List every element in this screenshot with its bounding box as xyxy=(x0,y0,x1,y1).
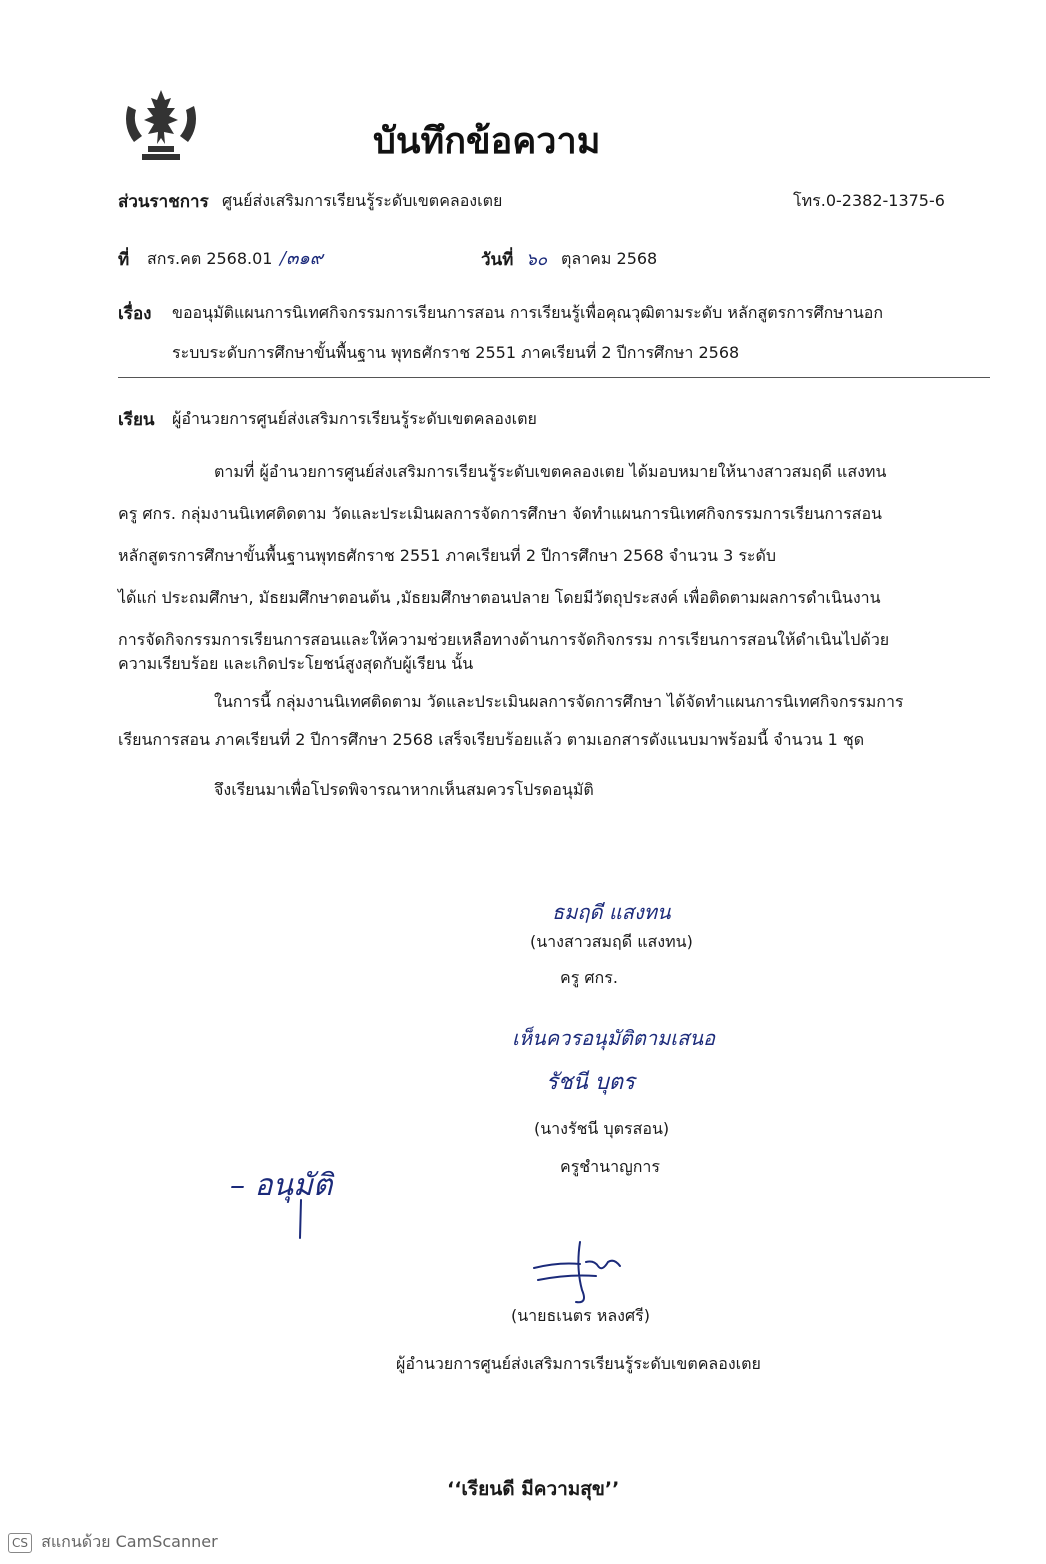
sig1-handwritten-signature: ธมฤดี แสงทน xyxy=(552,900,671,924)
para2-line: เรียนการสอน ภาคเรียนที่ 2 ปีการศึกษา 2568 เสร็จเรียบร้อยแล้ว ตามเอกสารดังแนบมาพร้อมนี้ จำนวน 1 ชุด xyxy=(118,730,865,749)
motto: ‘‘เรียนดี มีความสุข’’ xyxy=(447,1478,620,1500)
subject-line-1: ขออนุมัติแผนการนิเทศกิจกรรมการเรียนการสอน การเรียนรู้เพื่อคุณวุฒิตามระดับ หลักสูตรการศึกษานอก xyxy=(172,303,884,322)
to-label: เรียน xyxy=(118,410,155,430)
para1-line: ความเรียบร้อย และเกิดประโยชน์สูงสุดกับผู้เรียน นั้น xyxy=(118,654,474,673)
ref-handwritten: /๓๑๙ xyxy=(280,248,323,269)
phone-number: โทร.0-2382-1375-6 xyxy=(793,191,945,210)
subject-label: เรื่อง xyxy=(118,304,152,324)
garuda-emblem-icon xyxy=(118,86,204,166)
sig2-position: ครูชำนาญการ xyxy=(560,1157,660,1176)
memo-title: บันทึกข้อความ xyxy=(373,121,601,162)
para1-line: การจัดกิจกรรมการเรียนการสอนและให้ความช่วยเหลือทางด้านการจัดกิจกรรม การเรียนการสอนให้ดำเนินไปด้วย xyxy=(118,630,890,649)
ref-value: สกร.คต 2568.01 xyxy=(147,249,273,268)
approval-stroke xyxy=(296,1198,306,1242)
sig3-name: (นายธเนตร หลงศรี) xyxy=(511,1306,650,1325)
sig1-name: (นางสาวสมฤดี แสงทน) xyxy=(530,932,693,951)
sig2-handwritten-signature: รัชนี บุตร xyxy=(546,1070,635,1095)
approval-handwritten: – อนุมัติ xyxy=(230,1168,333,1203)
sig3-handwritten-signature xyxy=(528,1232,628,1306)
sig2-name: (นางรัชนี บุตรสอน) xyxy=(534,1119,670,1138)
ref-label: ที่ xyxy=(118,250,130,270)
date-value: ตุลาคม 2568 xyxy=(561,249,658,268)
camscanner-logo-icon: CS xyxy=(8,1533,32,1553)
scanner-footer xyxy=(8,1530,218,1555)
para1-line: ครู ศกร. กลุ่มงานนิเทศติดตาม วัดและประเมินผลการจัดการศึกษา จัดทำแผนการนิเทศกิจกรรมการเรียนการสอน xyxy=(118,504,882,523)
scanner-text: สแกนด้วย CamScanner xyxy=(41,1532,218,1551)
para2-line: ในการนี้ กลุ่มงานนิเทศติดตาม วัดและประเมินผลการจัดการศึกษา ได้จัดทำแผนการนิเทศกิจกรรมการ xyxy=(214,692,904,711)
sig1-position: ครู ศกร. xyxy=(560,968,618,987)
para3-line: จึงเรียนมาเพื่อโปรดพิจารณาหากเห็นสมควรโปรดอนุมัติ xyxy=(214,780,594,799)
department-label: ส่วนราชการ xyxy=(118,192,209,212)
para1-line: ได้แก่ ประถมศึกษา, มัธยมศึกษาตอนต้น ,มัธยมศึกษาตอนปลาย โดยมีวัตถุประสงค์ เพื่อติดตามผลการดำเนินงาน xyxy=(118,588,881,607)
department-value: ศูนย์ส่งเสริมการเรียนรู้ระดับเขตคลองเตย xyxy=(222,191,503,210)
para1-line: หลักสูตรการศึกษาขั้นพื้นฐานพุทธศักราช 2551 ภาคเรียนที่ 2 ปีการศึกษา 2568 จำนวน 3 ระดับ xyxy=(118,546,777,565)
header-divider xyxy=(118,377,990,378)
sig3-position: ผู้อำนวยการศูนย์ส่งเสริมการเรียนรู้ระดับเขตคลองเตย xyxy=(396,1354,761,1373)
date-label: วันที่ xyxy=(481,250,514,270)
date-day-handwritten: ๖๐ xyxy=(526,250,548,270)
sig2-handwritten-note: เห็นควรอนุมัติตามเสนอ xyxy=(512,1026,716,1050)
subject-line-2: ระบบระดับการศึกษาขั้นพื้นฐาน พุทธศักราช 2551 ภาคเรียนที่ 2 ปีการศึกษา 2568 xyxy=(172,343,740,362)
para1-line: ตามที่ ผู้อำนวยการศูนย์ส่งเสริมการเรียนรู้ระดับเขตคลองเตย ได้มอบหมายให้นางสาวสมฤดี แสงทน xyxy=(214,462,887,481)
to-value: ผู้อำนวยการศูนย์ส่งเสริมการเรียนรู้ระดับเขตคลองเตย xyxy=(172,409,537,428)
